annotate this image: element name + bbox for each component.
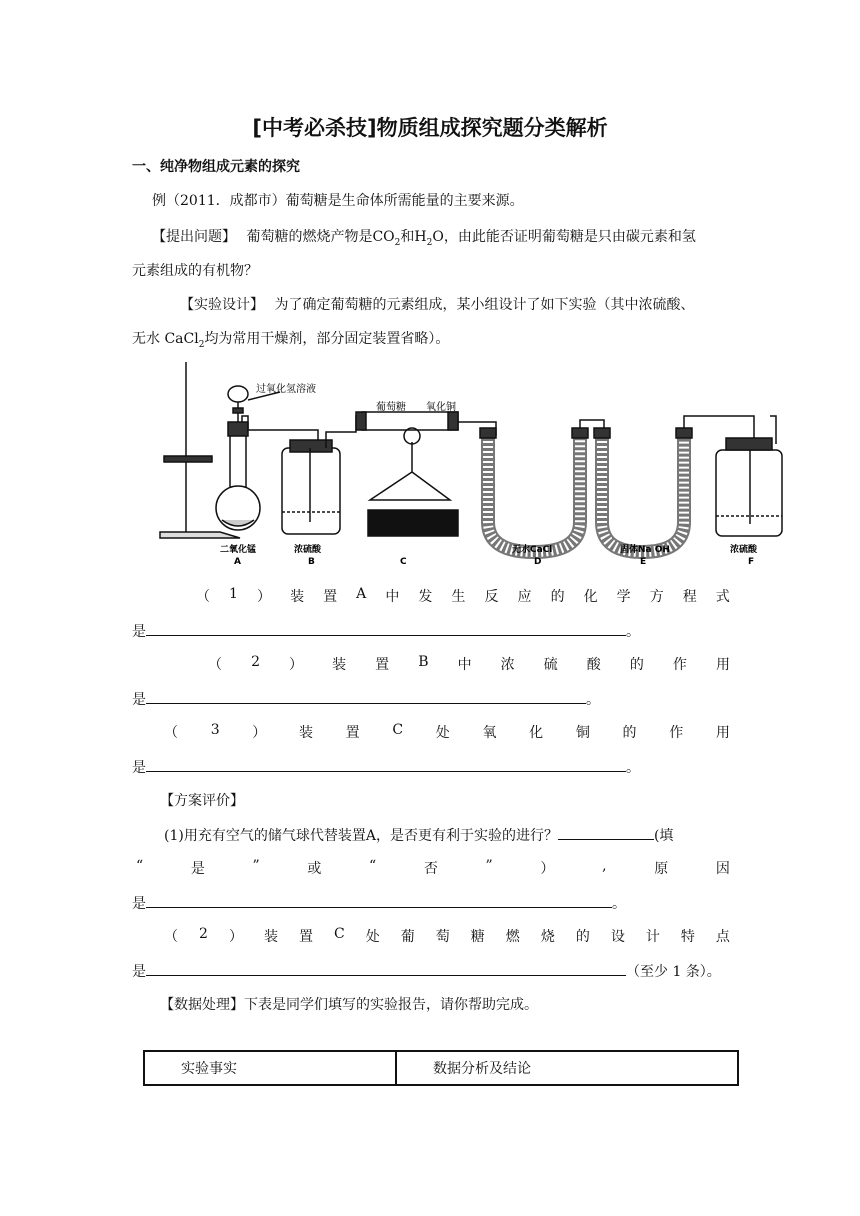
- text-char: B: [418, 654, 429, 670]
- question-paragraph-cont: 元素组成的有机物？: [132, 263, 258, 279]
- text-char: C: [334, 926, 345, 942]
- letter-a: A: [234, 557, 241, 567]
- text-char: 燃: [505, 929, 520, 945]
- text-char: 生: [451, 589, 466, 605]
- text-char: 特: [680, 929, 695, 945]
- text-char: 。: [626, 624, 640, 640]
- text-char: 1: [229, 586, 238, 602]
- letter-d: D: [534, 557, 542, 567]
- eval-heading: 【方案评价】: [160, 793, 244, 809]
- text-char: 方: [649, 589, 664, 605]
- text-char: 无水 CaCl: [132, 331, 199, 347]
- eval1-line: [164, 824, 673, 845]
- text-char: “: [136, 858, 144, 874]
- text-char: (1)用充有空气的储气球代替装置A，是否更有利于实验的进行？: [164, 828, 558, 844]
- text-char: 装: [332, 657, 347, 673]
- text-char: ,: [602, 858, 607, 874]
- text-char: 。: [612, 896, 626, 912]
- text-char: 或: [307, 861, 322, 877]
- label-glucose: 葡萄糖: [376, 402, 406, 413]
- text-char: ）: [228, 929, 243, 945]
- text-char: 糖: [470, 929, 485, 945]
- text-char: 。: [586, 692, 600, 708]
- q1-answer-line: [132, 620, 640, 641]
- text-char: 化: [529, 725, 544, 741]
- label-cuo: 氧化铜: [426, 402, 456, 413]
- text-char: A: [356, 586, 367, 602]
- text-char: 学: [616, 589, 631, 605]
- text-char: 处: [435, 725, 450, 741]
- text-char: 是: [132, 964, 146, 980]
- design-heading: 【实验设计】: [180, 297, 264, 313]
- text-char: 计: [645, 929, 660, 945]
- text-char: 程: [682, 589, 697, 605]
- q3-spaced: [164, 722, 730, 742]
- q1-blank[interactable]: [146, 620, 626, 636]
- caption-f: 浓硫酸: [730, 545, 758, 555]
- text-char: O，由此能否证明葡萄糖是只由碳元素和氢: [432, 229, 696, 245]
- caption-e: 固体Na OH: [620, 545, 670, 555]
- text-char: 中: [385, 589, 400, 605]
- text-char: 否: [423, 861, 438, 877]
- text-char: ）: [257, 589, 272, 605]
- text-char: 设: [610, 929, 625, 945]
- text-char: 装: [263, 929, 278, 945]
- text-char: 2: [199, 926, 208, 942]
- page-title: [中考必杀技]物质组成探究题分类解析: [252, 116, 608, 140]
- text-char: 置: [345, 725, 360, 741]
- text-char: 处: [365, 929, 380, 945]
- text-char: （: [164, 725, 178, 741]
- eval1-answer-line: [132, 892, 626, 913]
- caption-d: 无水CaCl: [512, 545, 553, 555]
- text-char: （: [164, 929, 178, 945]
- text-char: ）: [540, 861, 555, 877]
- text-char: 的: [550, 589, 565, 605]
- eval1-spaced: [136, 858, 730, 878]
- data-heading: 【数据处理】: [160, 997, 244, 1013]
- text-char: 发: [418, 589, 433, 605]
- text-char: （至少 1 条）。: [626, 964, 721, 980]
- text-char: 酸: [586, 657, 601, 673]
- text-char: 浓: [500, 657, 515, 673]
- text-char: 用: [715, 657, 730, 673]
- text-char: 是: [132, 692, 146, 708]
- letter-c: C: [400, 557, 407, 567]
- text-char: 是: [190, 861, 205, 877]
- letter-b: B: [308, 557, 315, 567]
- section-heading: 一、纯净物组成元素的探究: [132, 159, 300, 175]
- text-char: 3: [210, 722, 220, 738]
- text-char: 烧: [540, 929, 555, 945]
- text-char: 式: [715, 589, 730, 605]
- design-paragraph-cont: 无水 CaCl$_2$均为常用干燥剂，部分固定装置省略）。: [132, 331, 450, 350]
- text-char: 应: [517, 589, 532, 605]
- text-char: 原: [654, 861, 669, 877]
- q3-answer-line: [132, 756, 640, 777]
- question-heading: 【提出问题】: [152, 229, 236, 245]
- text-char: 置: [323, 589, 338, 605]
- example-intro: 例（2011．成都市）葡萄糖是生命体所需能量的主要来源。: [152, 193, 524, 209]
- eval2-spaced: [164, 926, 730, 946]
- q2-spaced: [208, 654, 730, 674]
- design-paragraph: [180, 294, 694, 314]
- data-paragraph: [160, 994, 538, 1014]
- report-table: [143, 1050, 739, 1086]
- text-char: 2: [251, 654, 260, 670]
- text-char: 。: [626, 760, 640, 776]
- text-char: 作: [669, 725, 684, 741]
- text-char: 的: [629, 657, 644, 673]
- q2-answer-line: [132, 688, 600, 709]
- text-char: 萄: [435, 929, 450, 945]
- text-char: 为了确定葡萄糖的元素组成，某小组设计了如下实验（其中浓硫酸、: [274, 297, 695, 313]
- question-paragraph: 【提出问题】 葡萄糖的燃烧产物是$CO_2$和$H_2O$，由此能否证明葡萄糖是只由碳元素和氢: [152, 229, 696, 248]
- q2-blank[interactable]: [146, 688, 586, 704]
- text-char: 作: [672, 657, 687, 673]
- text-char: 是: [132, 624, 146, 640]
- text-char: 铜: [575, 725, 590, 741]
- text-char: 硫: [543, 657, 558, 673]
- table-header-facts: 实验事实: [144, 1051, 396, 1085]
- table-row: [144, 1051, 738, 1085]
- text-char: ）: [252, 725, 267, 741]
- text-char: 是: [132, 760, 146, 776]
- text-char: ）: [289, 657, 304, 673]
- text-char: C: [392, 722, 404, 738]
- text-char: 反: [484, 589, 499, 605]
- table-header-analysis: 数据分析及结论: [396, 1051, 738, 1085]
- text-char: ”: [252, 858, 260, 874]
- text-char: ”: [485, 858, 493, 874]
- eval1-blank[interactable]: [558, 824, 654, 840]
- text-char: 用: [715, 725, 730, 741]
- text-char: 葡: [400, 929, 415, 945]
- text-char: （: [208, 657, 222, 673]
- q1-spaced: [196, 586, 730, 606]
- text-char: 的: [575, 929, 590, 945]
- text-char: 的: [622, 725, 637, 741]
- text-char: 置: [375, 657, 390, 673]
- eval2-answer-line: [132, 960, 721, 981]
- text-char: 化: [583, 589, 598, 605]
- text-char: 下表是同学们填写的实验报告，请你帮助完成。: [244, 997, 538, 1013]
- text-char: 葡萄糖的燃烧产物是CO: [246, 229, 395, 245]
- text-char: 装: [298, 725, 313, 741]
- text-char: 氧: [482, 725, 497, 741]
- caption-b: 浓硫酸: [294, 545, 322, 555]
- text-char: 中: [457, 657, 472, 673]
- text-char: 点: [715, 929, 730, 945]
- text-char: 置: [298, 929, 313, 945]
- caption-a: 二氧化锰: [220, 545, 257, 555]
- letter-e: E: [640, 557, 647, 567]
- text-char: 装: [290, 589, 305, 605]
- text-char: （: [196, 589, 210, 605]
- text-char: 是: [132, 896, 146, 912]
- letter-f: F: [748, 557, 755, 567]
- text-char: (填: [653, 828, 674, 844]
- text-char: “: [369, 858, 377, 874]
- q3-blank[interactable]: [146, 756, 626, 772]
- text-char: 和H: [400, 229, 427, 245]
- apparatus-diagram: [150, 352, 790, 572]
- text-char: 因: [715, 861, 730, 877]
- eval1-reason-blank[interactable]: [146, 892, 612, 908]
- eval2-blank[interactable]: [146, 960, 626, 976]
- label-h2o2: 过氧化氢溶液: [256, 384, 316, 395]
- text-char: 均为常用干燥剂，部分固定装置省略）。: [204, 331, 450, 347]
